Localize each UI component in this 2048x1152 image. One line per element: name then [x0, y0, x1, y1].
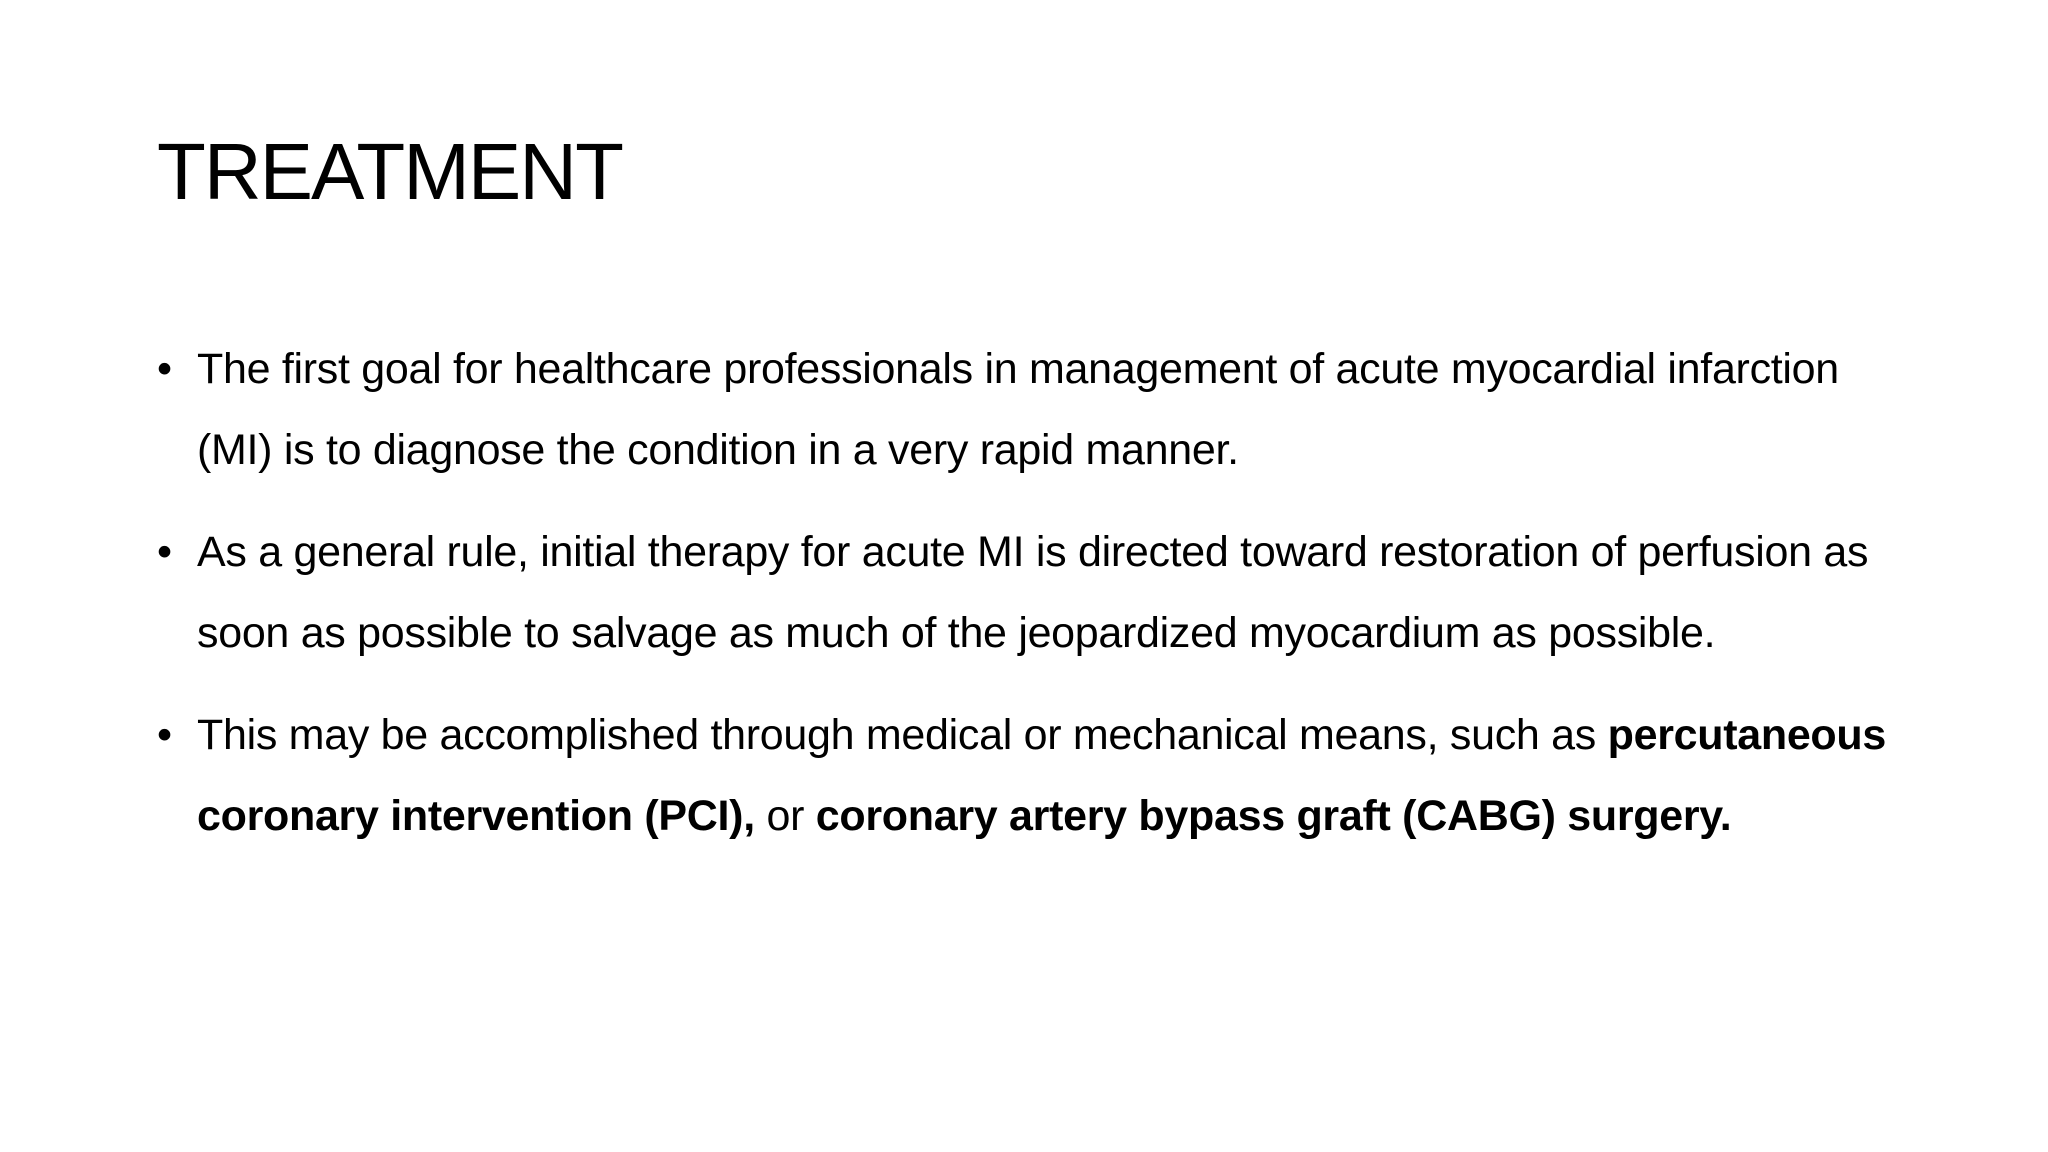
- bullet-bold-pci: percutaneous coronary intervention (PCI),: [197, 711, 1886, 840]
- bullet-text: As a general rule, initial therapy for acute MI is directed toward restoration of perfusion as soon as possible to salvage as much of the jeopardized myocardium as possible.: [197, 528, 1869, 657]
- bullet-text: The first goal for healthcare professionals in management of acute myocardial infarction (MI) is to diagnose the condition in a very rapid manner.: [197, 345, 1839, 474]
- bullet-list: [157, 329, 1917, 878]
- bullet-text-middle: or: [754, 791, 816, 840]
- bullet-item-1: [157, 329, 1917, 490]
- bullet-dot-icon: •: [157, 711, 172, 759]
- slide-title: TREATMENT: [157, 127, 622, 216]
- bullet-dot-icon: •: [157, 345, 172, 393]
- bullet-text-start: This may be accomplished through medical or mechanical means, such as: [197, 711, 1608, 759]
- bullet-item-2: [157, 512, 1917, 673]
- bullet-dot-icon: •: [157, 528, 172, 576]
- bullet-bold-cabg: coronary artery bypass graft (CABG) surgery.: [815, 791, 1732, 840]
- bullet-item-3: [157, 695, 1917, 856]
